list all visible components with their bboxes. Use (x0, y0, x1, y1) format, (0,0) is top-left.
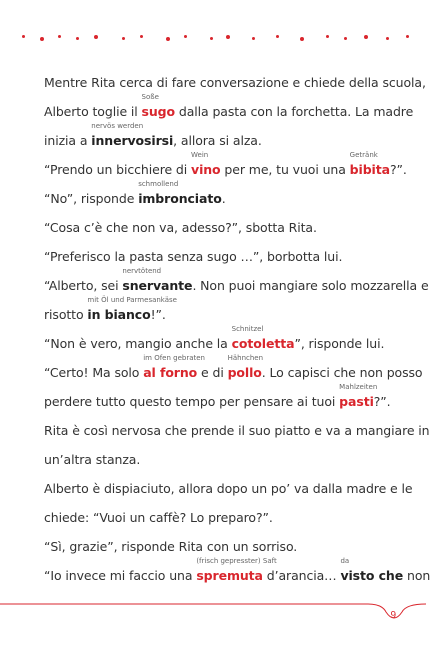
story-text (44, 64, 430, 586)
text-segment: , allora si alza. (173, 133, 262, 148)
text-line (44, 180, 414, 209)
decorative-dot (364, 35, 368, 39)
text-line-content (44, 383, 391, 409)
vocabulary-word (339, 383, 378, 409)
page-footer (0, 588, 426, 648)
text-segment: inizia a (44, 133, 92, 148)
text-segment: Alberto toglie il (44, 104, 142, 119)
text-line-content (44, 180, 226, 206)
vocabulary-term: in bianco (87, 307, 151, 322)
decorative-dot (344, 37, 347, 40)
decorative-dot (40, 37, 44, 41)
text-segment: “Sì, grazie”, risponde Rita con un sorriso. (44, 539, 298, 554)
vocabulary-word (91, 122, 174, 148)
decorative-dot (252, 37, 255, 40)
vocabulary-term: imbronciato (138, 191, 222, 206)
text-segment: risotto (44, 307, 88, 322)
vocabulary-gloss: im Ofen gebraten (143, 354, 205, 362)
vocabulary-term: bibita (349, 162, 390, 177)
vocabulary-term: snervante (122, 278, 193, 293)
text-line-content (44, 75, 426, 90)
vocabulary-gloss: nervtötend (122, 267, 162, 275)
text-line (44, 499, 414, 528)
vocabulary-word (196, 557, 277, 583)
vocabulary-term: innervosirsi (91, 133, 174, 148)
vocabulary-gloss: nervös werden (91, 122, 144, 130)
text-segment: e di (197, 365, 228, 380)
text-line-content (44, 481, 412, 496)
text-line-content (44, 354, 423, 380)
text-segment: un’altra stanza. (44, 452, 141, 467)
text-segment: ?”. (373, 394, 391, 409)
decorative-dot (226, 35, 230, 39)
text-segment: . Non puoi mangiare solo mozzarella e (192, 278, 429, 293)
vocabulary-word (141, 93, 176, 119)
text-segment: ”, risponde lui. (294, 336, 385, 351)
text-line-content (44, 539, 297, 554)
vocabulary-gloss: schmollend (138, 180, 179, 188)
text-line (44, 64, 426, 93)
decorative-dot (326, 35, 329, 38)
vocabulary-term: pasti (339, 394, 374, 409)
text-line (44, 412, 430, 441)
vocabulary-term: cotoletta (231, 336, 295, 351)
text-line-content (44, 557, 430, 583)
decorative-dot (94, 35, 98, 39)
text-segment: chiede: “Vuoi un caffè? Lo preparo?”. (44, 510, 273, 525)
decorative-dot (22, 35, 25, 38)
text-line (44, 470, 414, 499)
text-line-content (44, 122, 262, 148)
text-line-content (44, 220, 317, 235)
vocabulary-term: pollo (227, 365, 262, 380)
text-segment: . (221, 191, 226, 206)
text-segment: Alberto è dispiaciuto, allora dopo un po’ va dalla madre e le (44, 481, 413, 496)
vocabulary-gloss: da (340, 557, 350, 565)
vocabulary-gloss: Hähnchen (227, 354, 264, 362)
text-line-content (44, 249, 342, 264)
text-segment: perdere tutto questo tempo per pensare ai tuoi (44, 394, 340, 409)
text-line (44, 209, 414, 238)
decorative-dot (58, 35, 61, 38)
decorative-dot (140, 35, 143, 38)
decorative-dot (386, 37, 389, 40)
vocabulary-term: sugo (141, 104, 176, 119)
text-segment: “Preferisco la pasta senza sugo …”, borbotta lui. (44, 249, 343, 264)
vocabulary-term: vino (191, 162, 221, 177)
vocabulary-word (227, 354, 264, 380)
text-segment: “Io invece mi faccio una (44, 568, 197, 583)
text-line-content (44, 423, 430, 438)
text-line-content (44, 151, 407, 177)
text-line-content (44, 267, 429, 293)
text-line (44, 93, 414, 122)
text-line (44, 238, 414, 267)
vocabulary-gloss: Mahlzeiten (339, 383, 378, 391)
vocabulary-term: visto che (340, 568, 404, 583)
vocabulary-word (122, 267, 193, 293)
decorative-dot (122, 37, 125, 40)
text-line (44, 354, 423, 383)
text-line (44, 383, 414, 412)
text-line-content (44, 325, 385, 351)
vocabulary-word (349, 151, 390, 177)
vocabulary-term: spremuta (196, 568, 263, 583)
text-segment: dalla pasta con la forchetta. La madre (175, 104, 414, 119)
text-segment: ?”. (389, 162, 407, 177)
footer-wave-line (0, 588, 426, 648)
text-line (44, 122, 414, 151)
text-segment: “Alberto, sei (44, 278, 123, 293)
text-line (44, 296, 414, 325)
decorative-dot (76, 37, 79, 40)
text-segment: Mentre Rita cerca di fare conversazione e chiede della scuola, (44, 75, 426, 90)
text-line (44, 557, 430, 586)
vocabulary-word (138, 180, 222, 206)
vocabulary-word (340, 557, 404, 583)
text-line (44, 528, 414, 557)
text-segment: d’arancia… (262, 568, 341, 583)
text-segment: “Cosa c’è che non va, adesso?”, sbotta Rita. (44, 220, 317, 235)
text-line (44, 325, 414, 354)
decorative-dot (276, 35, 279, 38)
vocabulary-gloss: Soße (141, 93, 159, 101)
text-line-content (44, 93, 414, 119)
vocabulary-term: al forno (143, 365, 198, 380)
decorative-dot (166, 37, 170, 41)
vocabulary-gloss: (frisch gepresster) Saft (196, 557, 277, 565)
page-number: 9 (390, 610, 396, 621)
vocabulary-gloss: Schnitzel (231, 325, 264, 333)
decorative-dot (406, 35, 409, 38)
decorative-dot (210, 37, 213, 40)
text-line-content (44, 296, 177, 322)
text-segment: “Certo! Ma solo (44, 365, 144, 380)
text-segment: “Non è vero, mangio anche la (44, 336, 232, 351)
text-line (44, 267, 429, 296)
text-line (44, 441, 414, 470)
vocabulary-word (191, 151, 221, 177)
text-segment: per me, tu vuoi una (220, 162, 350, 177)
text-segment: non (403, 568, 430, 583)
text-line-content (44, 452, 140, 467)
vocabulary-gloss: mit Öl und Parmesankäse (87, 296, 177, 304)
decorative-dot-border (14, 30, 414, 46)
vocabulary-word (143, 354, 205, 380)
vocabulary-gloss: Getränk (349, 151, 378, 159)
text-segment: “Prendo un bicchiere di (44, 162, 192, 177)
vocabulary-gloss: Wein (191, 151, 209, 159)
decorative-dot (300, 37, 304, 41)
text-segment: Rita è così nervosa che prende il suo piatto e va a mangiare in (44, 423, 430, 438)
vocabulary-word (87, 296, 177, 322)
text-segment: “No”, risponde (44, 191, 139, 206)
text-segment: !”. (150, 307, 166, 322)
text-line (44, 151, 414, 180)
text-line-content (44, 510, 273, 525)
vocabulary-word (231, 325, 295, 351)
decorative-dot (184, 35, 187, 38)
text-segment: . Lo capisci che non posso (261, 365, 423, 380)
